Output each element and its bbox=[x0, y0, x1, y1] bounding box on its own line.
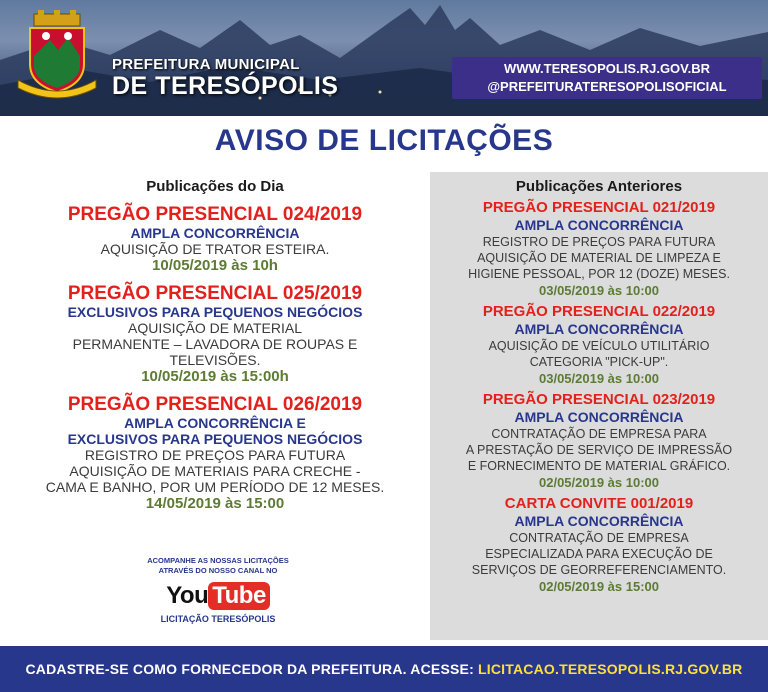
tender-item bbox=[0, 204, 430, 275]
tender-modality: EXCLUSIVOS PARA PEQUENOS NEGÓCIOS bbox=[67, 431, 363, 447]
tender-description: E FORNECIMENTO DE MATERIAL GRÁFICO. bbox=[467, 459, 731, 473]
tender-description: AQUISIÇÃO DE VEÍCULO UTILITÁRIO bbox=[488, 339, 710, 353]
header-banner bbox=[0, 0, 768, 116]
youtube-logo-you: You bbox=[166, 582, 209, 609]
footer-site-link[interactable]: LICITACAO.TERESOPOLIS.RJ.GOV.BR bbox=[478, 661, 743, 677]
tender-date: 03/05/2019 às 10:00 bbox=[539, 371, 659, 386]
tender-title: PREGÃO PRESENCIAL 023/2019 bbox=[482, 391, 716, 408]
previous-heading: Publicações Anteriores bbox=[515, 178, 683, 195]
org-name: PREFEITURA MUNICIPAL bbox=[112, 56, 300, 73]
today-heading: Publicações do Dia bbox=[146, 178, 284, 195]
tender-date: 02/05/2019 às 15:00 bbox=[539, 579, 659, 594]
footer-text: CADASTRE-SE COMO FORNECEDOR DA PREFEITURA. ACESSE: bbox=[25, 661, 474, 677]
tender-date: 10/05/2019 às 15:00h bbox=[141, 368, 289, 385]
tender-description: PERMANENTE – LAVADORA DE ROUPAS E bbox=[72, 336, 358, 352]
tender-modality: AMPLA CONCORRÊNCIA bbox=[514, 217, 684, 233]
tender-description: AQUISIÇÃO DE MATERIAL bbox=[128, 320, 302, 336]
tender-date: 02/05/2019 às 10:00 bbox=[539, 475, 659, 490]
contact-links-box bbox=[452, 57, 762, 99]
tender-description: REGISTRO DE PREÇOS PARA FUTURA bbox=[84, 447, 346, 463]
social-handle[interactable]: @PREFEITURATERESOPOLISOFICIAL bbox=[487, 79, 727, 94]
tender-description: AQUISIÇÃO DE MATERIAL DE LIMPEZA E bbox=[477, 251, 721, 265]
tender-description: CAMA E BANHO, POR UM PERÍODO DE 12 MESES. bbox=[45, 479, 385, 495]
tender-description: A PRESTAÇÃO DE SERVIÇO DE IMPRESSÃO bbox=[465, 443, 733, 457]
tender-modality: AMPLA CONCORRÊNCIA bbox=[514, 321, 684, 337]
tender-description: TELEVISÕES. bbox=[169, 352, 261, 368]
tender-modality: EXCLUSIVOS PARA PEQUENOS NEGÓCIOS bbox=[67, 304, 363, 320]
city-name: DE TERESÓPOLIS bbox=[112, 72, 339, 100]
youtube-channel-name[interactable]: LICITAÇÃO TERESÓPOLIS bbox=[160, 614, 276, 624]
today-list bbox=[0, 204, 430, 513]
tender-item bbox=[0, 394, 430, 513]
youtube-promo-text-2: ATRAVÉS DO NOSSO CANAL NO bbox=[158, 566, 278, 575]
tender-description: CONTRATAÇÃO DE EMPRESA bbox=[509, 531, 689, 545]
tender-date: 14/05/2019 às 15:00 bbox=[145, 495, 285, 512]
youtube-promo-text-1: ACOMPANHE AS NOSSAS LICITAÇÕES bbox=[147, 556, 289, 565]
tender-title: PREGÃO PRESENCIAL 021/2019 bbox=[482, 199, 716, 216]
previous-publications-column bbox=[430, 172, 768, 640]
tender-description: AQUISIÇÃO DE TRATOR ESTEIRA. bbox=[100, 241, 330, 257]
tender-item bbox=[430, 302, 768, 387]
tender-title: PREGÃO PRESENCIAL 022/2019 bbox=[482, 303, 716, 320]
tender-description: SERVIÇOS DE GEORREFERENCIAMENTO. bbox=[471, 563, 727, 577]
tender-title: PREGÃO PRESENCIAL 026/2019 bbox=[67, 394, 363, 415]
tender-item bbox=[430, 390, 768, 491]
tender-description: ESPECIALIZADA PARA EXECUÇÃO DE bbox=[485, 547, 713, 561]
tender-title: PREGÃO PRESENCIAL 025/2019 bbox=[67, 283, 363, 304]
website-link[interactable]: WWW.TERESOPOLIS.RJ.GOV.BR bbox=[503, 61, 711, 76]
tender-modality: AMPLA CONCORRÊNCIA bbox=[130, 225, 300, 241]
city-crest-icon bbox=[12, 10, 102, 106]
tender-item bbox=[0, 283, 430, 386]
tender-item bbox=[430, 494, 768, 595]
youtube-logo-tube: Tube bbox=[208, 582, 270, 610]
tender-date: 03/05/2019 às 10:00 bbox=[539, 283, 659, 298]
tender-modality: AMPLA CONCORRÊNCIA E bbox=[124, 415, 306, 431]
previous-list bbox=[430, 198, 768, 595]
page-title: AVISO DE LICITAÇÕES bbox=[214, 124, 554, 157]
tender-item bbox=[430, 198, 768, 299]
tender-description: CONTRATAÇÃO DE EMPRESA PARA bbox=[491, 427, 707, 441]
tender-title: CARTA CONVITE 001/2019 bbox=[504, 495, 694, 512]
tender-modality: AMPLA CONCORRÊNCIA bbox=[514, 409, 684, 425]
tender-description: AQUISIÇÃO DE MATERIAIS PARA CRECHE - bbox=[69, 463, 361, 479]
tender-date: 10/05/2019 às 10h bbox=[152, 257, 278, 274]
tender-modality: AMPLA CONCORRÊNCIA bbox=[514, 513, 684, 529]
tender-description: REGISTRO DE PREÇOS PARA FUTURA bbox=[482, 235, 716, 249]
youtube-logo-icon[interactable] bbox=[166, 582, 270, 610]
tender-description: CATEGORIA "PICK-UP". bbox=[529, 355, 669, 369]
youtube-promo[interactable] bbox=[140, 556, 296, 636]
footer-banner bbox=[0, 646, 768, 692]
tender-title: PREGÃO PRESENCIAL 024/2019 bbox=[67, 204, 363, 225]
tender-description: HIGIENE PESSOAL, POR 12 (DOZE) MESES. bbox=[468, 267, 730, 281]
